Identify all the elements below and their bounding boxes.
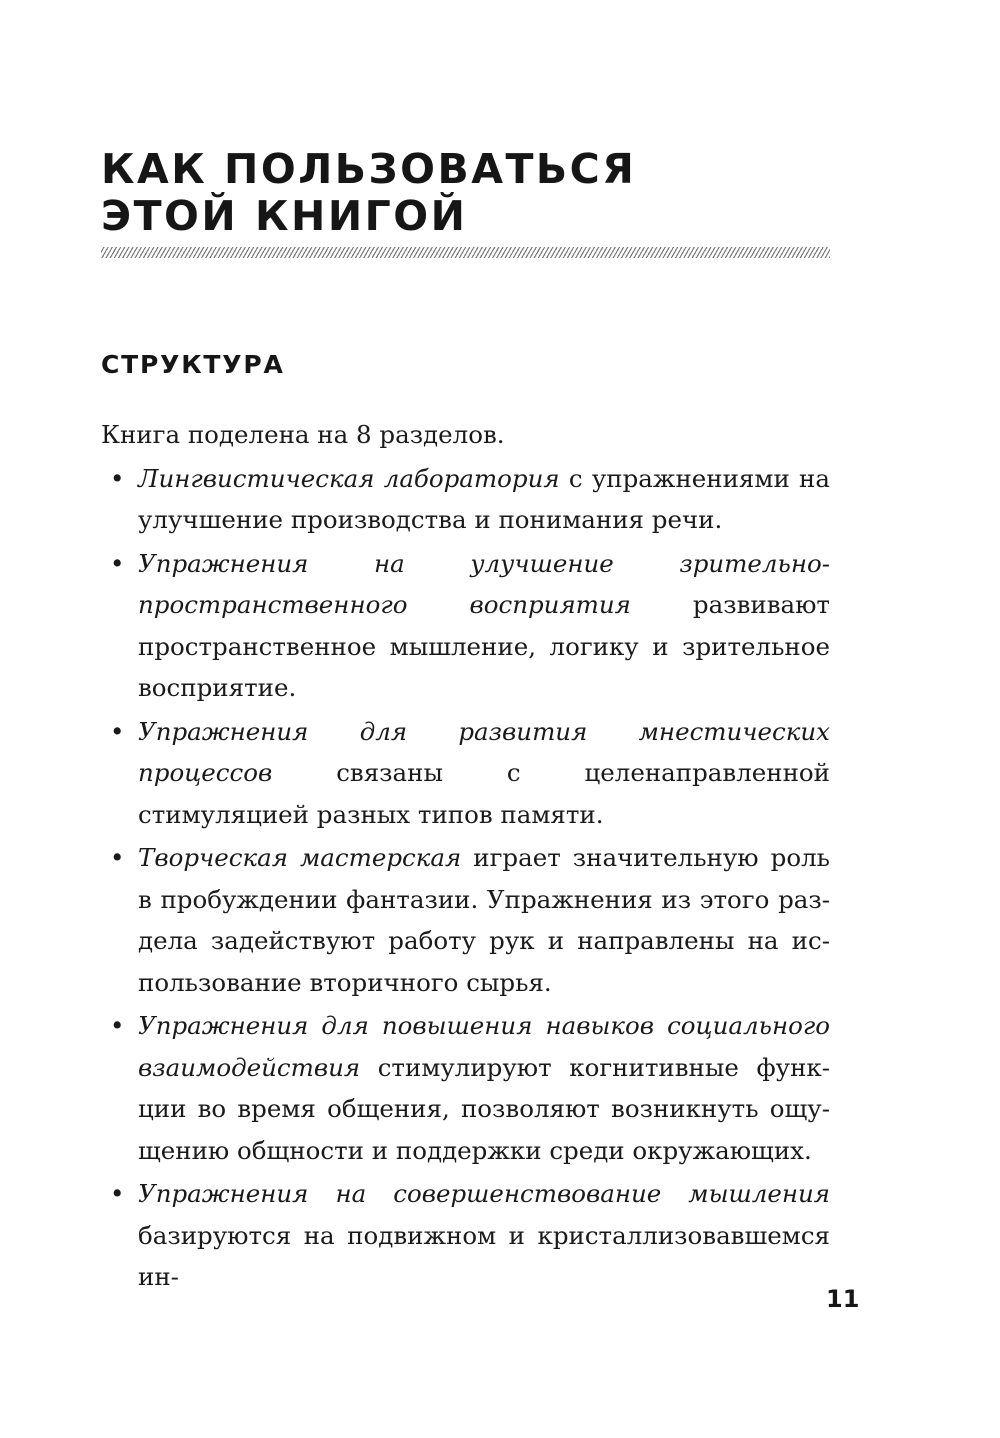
list-item-term: Упражнения для повышения навыков социального взаимодействия: [138, 1011, 830, 1082]
list-item: [101, 1005, 830, 1171]
list-item-text: базируются на подвижном и кристаллизовавшемся ин-: [138, 1220, 830, 1291]
list-item: [101, 458, 830, 541]
body-text: [101, 414, 830, 1298]
bullet-icon: •: [110, 463, 125, 493]
bullet-icon: •: [110, 1179, 125, 1208]
list-item-text: связаны с целенаправленной стимуляцией разных типов памяти.: [138, 758, 830, 829]
list-item: [101, 711, 830, 836]
chapter-title: [101, 146, 831, 240]
page-number: 11: [826, 1285, 860, 1313]
list-item: [101, 1173, 830, 1298]
section-heading: СТРУКТУРА: [101, 350, 285, 379]
intro-paragraph: Книга поделена на 8 разделов.: [101, 420, 505, 449]
list-item-text: играет значительную роль в пробуждении фантазии. Упражнения из этого раздела задействуют работу рук и направлены на использование вторичного сырья.: [138, 843, 830, 997]
list-item: [101, 837, 830, 1003]
hatched-divider: [101, 247, 830, 258]
list-item-term: Упражнения для развития мнестических процессов: [138, 716, 830, 787]
chapter-title-line-1: КАК ПОЛЬЗОВАТЬСЯ: [101, 145, 637, 193]
bullet-icon: •: [110, 843, 125, 872]
chapter-title-line-2: ЭТОЙ КНИГОЙ: [101, 192, 468, 240]
section-list: [101, 458, 830, 1298]
list-item: [101, 543, 830, 709]
list-item-text: развивают пространственное мышление, логику и зрительное восприятие.: [138, 590, 830, 702]
list-item-term: Упражнения на совершенствование мышления: [138, 1179, 830, 1208]
bullet-icon: •: [110, 716, 125, 746]
bullet-icon: •: [110, 548, 125, 578]
bullet-icon: •: [110, 1011, 125, 1040]
list-item-term: Лингвистическая лаборатория: [138, 463, 560, 493]
list-item-text: с упражнениями на улучшение производства и понимания речи.: [138, 463, 830, 534]
list-item-text: стимулируют когнитивные функции во время общения, позволяют возникнуть ощущению общности и поддержки среди окружающих.: [138, 1052, 830, 1165]
list-item-term: Упражнения на улучшение зрительно-пространственного восприятия: [138, 548, 830, 619]
list-item-term: Творческая мастерская: [138, 843, 462, 872]
